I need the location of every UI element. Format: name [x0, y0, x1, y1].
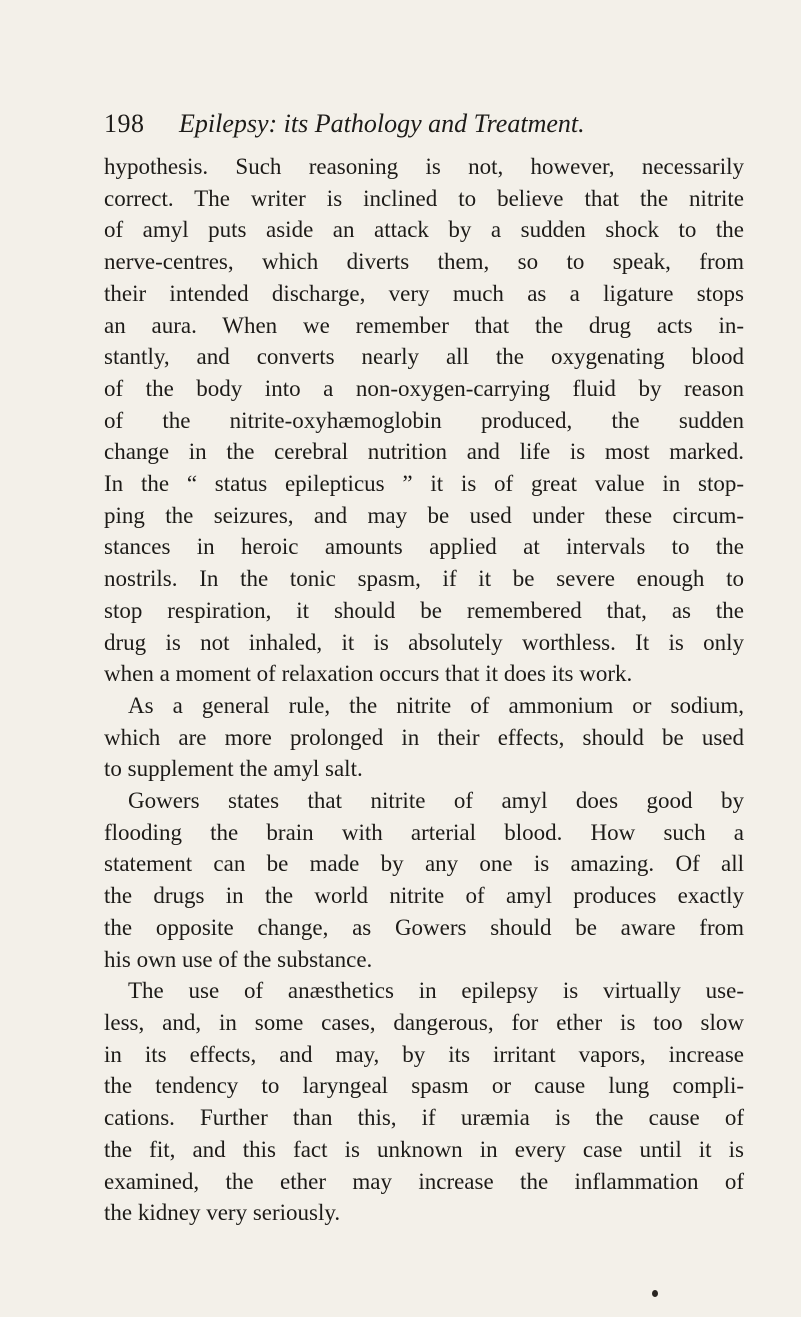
text-line: statement can be made by any one is amazing. Of all [104, 851, 744, 877]
paragraph [104, 975, 744, 1229]
text-line: As a general rule, the nitrite of ammonium or sodium, [128, 692, 744, 718]
text-line: drug is not inhaled, it is absolutely worthless. It is only [104, 629, 744, 655]
text-line: the fit, and this fact is unknown in every case until it is [104, 1136, 744, 1162]
text-line: stop respiration, it should be remembered that, as the [104, 597, 744, 623]
text-line: less, and, in some cases, dangerous, for ether is too slow [104, 1009, 744, 1035]
text-line: stantly, and converts nearly all the oxygenating blood [104, 344, 744, 370]
text-line: to supplement the amyl salt. [104, 756, 363, 782]
text-line: when a moment of relaxation occurs that it does its work. [104, 661, 633, 687]
text-line: ping the seizures, and may be used under these circum- [104, 502, 744, 528]
body-text [104, 151, 744, 1229]
text-line: an aura. When we remember that the drug acts in- [104, 312, 744, 338]
running-title: Epilepsy: its Pathology and Treatment. [179, 109, 585, 138]
paragraph [104, 690, 744, 785]
paragraph [104, 151, 744, 690]
paragraph [104, 785, 744, 975]
text-line: the tendency to laryngeal spasm or cause lung compli- [104, 1073, 744, 1099]
text-line: their intended discharge, very much as a ligature stops [104, 280, 744, 306]
text-line: Gowers states that nitrite of amyl does good by [128, 788, 744, 814]
text-line: correct. The writer is inclined to believe that the nitrite [104, 185, 744, 211]
text-line: change in the cerebral nutrition and life is most marked. [104, 439, 744, 465]
text-line: of the nitrite-oxyhæmoglobin produced, the sudden [104, 407, 744, 433]
text-line: the kidney very seriously. [104, 1200, 341, 1226]
text-line: the opposite change, as Gowers should be aware from [104, 914, 744, 940]
text-line: stances in heroic amounts applied at intervals to the [104, 534, 744, 560]
text-line: flooding the brain with arterial blood. How such a [104, 819, 744, 845]
text-line: the drugs in the world nitrite of amyl produces exactly [104, 883, 744, 909]
page-number: 198 [104, 109, 145, 138]
text-line: cations. Further than this, if uræmia is the cause of [104, 1105, 744, 1131]
text-line: In the “ status epilepticus ” it is of great value in stop- [104, 471, 744, 497]
text-line: hypothesis. Such reasoning is not, however, necessarily [104, 154, 744, 179]
print-speck [652, 1290, 658, 1297]
text-line: nostrils. In the tonic spasm, if it be severe enough to [104, 566, 744, 592]
text-line: his own use of the substance. [104, 946, 373, 972]
text-line: The use of anæsthetics in epilepsy is virtually use- [128, 978, 744, 1004]
page-header [104, 104, 744, 144]
text-line: nerve-centres, which diverts them, so to speak, from [104, 249, 744, 275]
text-line: which are more prolonged in their effects, should be used [104, 724, 744, 750]
text-line: examined, the ether may increase the inflammation of [104, 1168, 744, 1194]
text-line: of the body into a non-oxygen-carrying fluid by reason [104, 375, 744, 401]
text-line: in its effects, and may, by its irritant vapors, increase [104, 1041, 744, 1067]
text-line: of amyl puts aside an attack by a sudden shock to the [104, 217, 744, 243]
